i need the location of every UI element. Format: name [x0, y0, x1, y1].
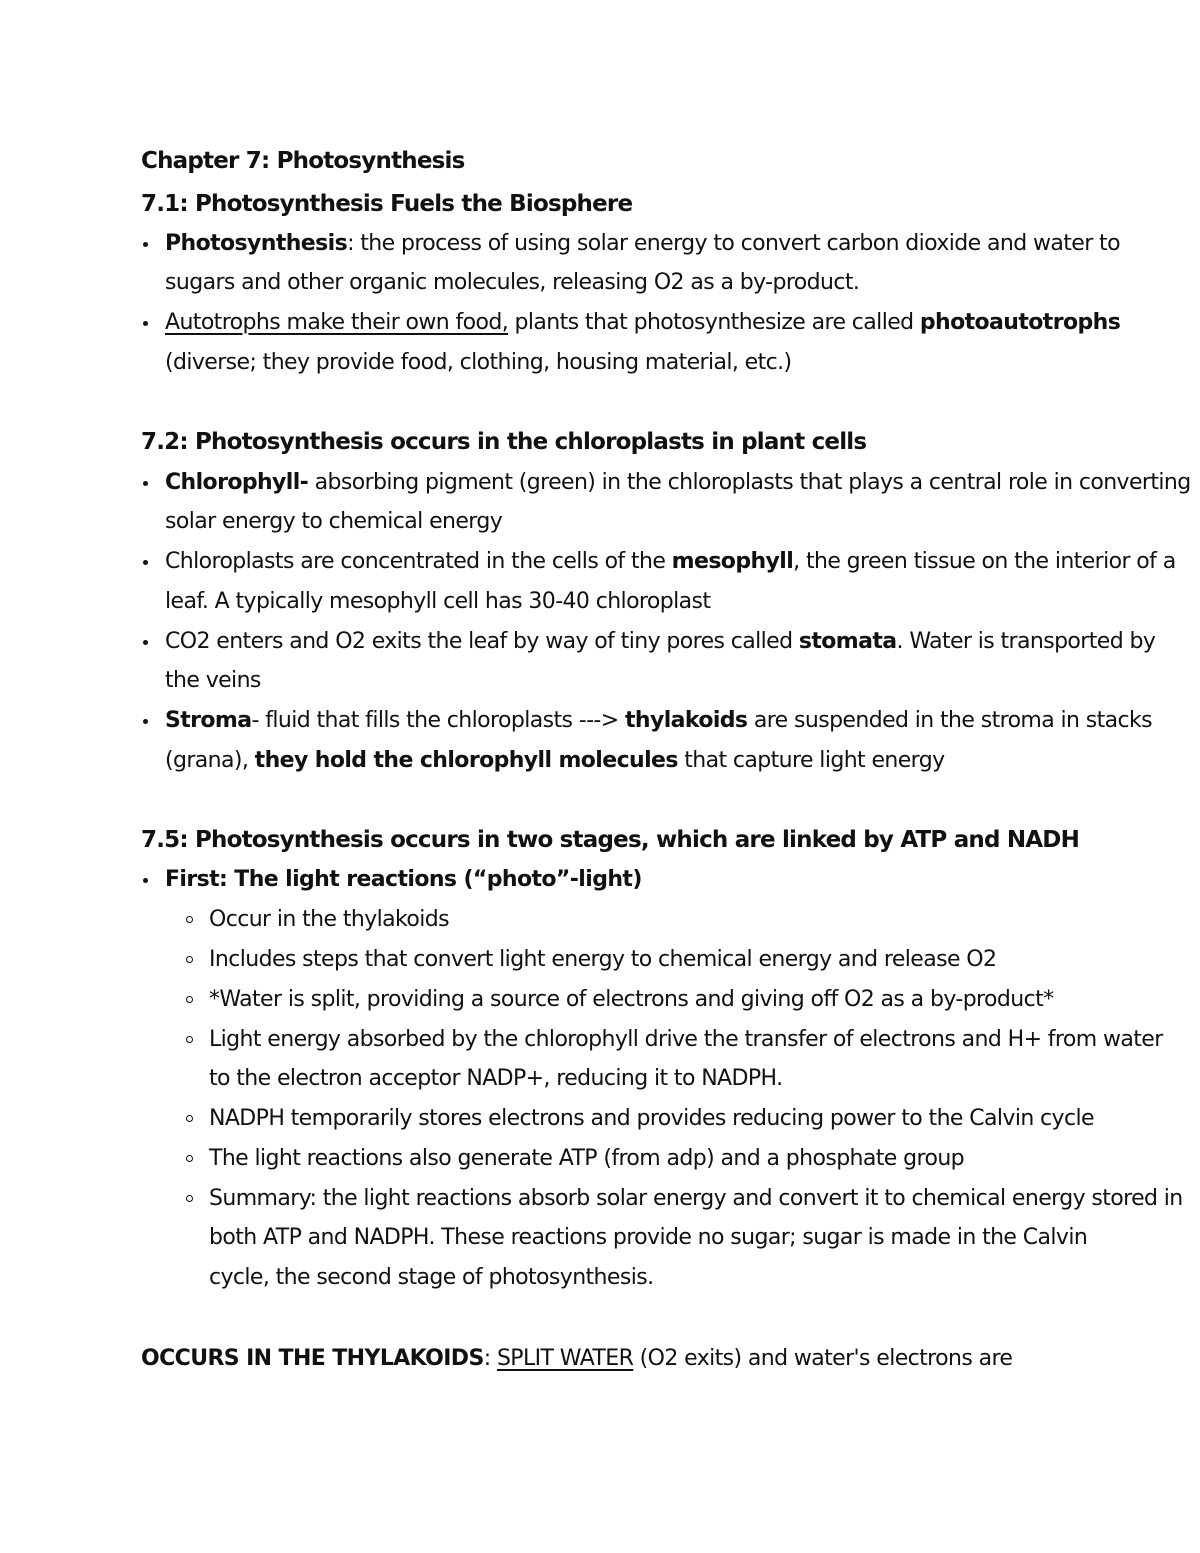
term-thylakoids: thylakoids — [624, 708, 748, 733]
sub-bullet: NADPH temporarily stores electrons and provides reducing power to the Calvin cycle — [0, 1104, 1200, 1134]
section-heading-7-2: 7.2: Photosynthesis occurs in the chloroplasts in plant cells — [141, 429, 867, 455]
term-mesophyll: mesophyll — [671, 549, 794, 574]
circle-bullet-icon — [186, 1195, 193, 1202]
term-photoautotrophs: photoautotrophs — [919, 310, 1121, 335]
sub-bullet-continuation: to the electron acceptor NADP+, reducing it to NADPH. — [209, 1066, 783, 1091]
bullet-icon — [143, 560, 148, 565]
circle-bullet-icon — [186, 1036, 193, 1043]
bullet-light-reactions: First: The light reactions (“photo”-light) — [0, 865, 1200, 895]
bullet-continuation: the veins — [165, 668, 261, 693]
thylakoids-summary-line: OCCURS IN THE THYLAKOIDS: SPLIT WATER (O2 exits) and water's electrons are — [141, 1346, 1013, 1371]
term-photosynthesis: Photosynthesis — [165, 231, 348, 256]
bullet-chloroplasts: Chloroplasts are concentrated in the cells of the mesophyll, the green tissue on the interior of a — [0, 547, 1200, 577]
bullet-icon — [143, 878, 148, 883]
bullet-icon — [143, 640, 148, 645]
bullet-autotrophs: Autotrophs make their own food, plants that photosynthesize are called photoautotrophs — [0, 308, 1200, 338]
circle-bullet-icon — [186, 916, 193, 923]
sub-bullet-continuation: both ATP and NADPH. These reactions provide no sugar; sugar is made in the Calvin — [209, 1225, 1088, 1250]
bullet-continuation: sugars and other organic molecules, releasing O2 as a by-product. — [165, 270, 860, 295]
bullet-continuation: solar energy to chemical energy — [165, 509, 503, 534]
term-stomata: stomata — [798, 629, 897, 654]
bullet-icon — [143, 719, 148, 724]
bullet-photosynthesis: Photosynthesis: the process of using solar energy to convert carbon dioxide and water to — [0, 229, 1200, 259]
bullet-stomata: CO2 enters and O2 exits the leaf by way of tiny pores called stomata. Water is transported by — [0, 627, 1200, 657]
circle-bullet-icon — [186, 956, 193, 963]
circle-bullet-icon — [186, 1115, 193, 1122]
chapter-title: Chapter 7: Photosynthesis — [141, 148, 465, 174]
bullet-icon — [143, 242, 148, 247]
sub-bullet: Light energy absorbed by the chlorophyll drive the transfer of electrons and H+ from water — [0, 1025, 1200, 1055]
section-heading-7-1: 7.1: Photosynthesis Fuels the Biosphere — [141, 191, 633, 217]
bullet-chlorophyll: Chlorophyll- absorbing pigment (green) in the chloroplasts that plays a central role in converting — [0, 468, 1200, 498]
bullet-icon — [143, 481, 148, 486]
term-chlorophyll: Chlorophyll- — [165, 470, 309, 495]
bullet-stroma: Stroma- fluid that fills the chloroplasts ---> thylakoids are suspended in the stroma in stacks — [0, 706, 1200, 736]
sub-bullet: The light reactions also generate ATP (from adp) and a phosphate group — [0, 1144, 1200, 1174]
sub-bullet: Summary: the light reactions absorb solar energy and convert it to chemical energy stored in — [0, 1184, 1200, 1214]
bullet-continuation: (grana), they hold the chlorophyll molecules that capture light energy — [165, 748, 945, 773]
circle-bullet-icon — [186, 996, 193, 1003]
term-stroma: Stroma — [165, 708, 252, 733]
circle-bullet-icon — [186, 1155, 193, 1162]
bullet-continuation: (diverse; they provide food, clothing, housing material, etc.) — [165, 350, 792, 375]
sub-bullet: Includes steps that convert light energy to chemical energy and release O2 — [0, 945, 1200, 975]
bullet-icon — [143, 321, 148, 326]
section-heading-7-5: 7.5: Photosynthesis occurs in two stages, which are linked by ATP and NADH — [141, 827, 1080, 853]
sub-bullet-continuation: cycle, the second stage of photosynthesis. — [209, 1265, 654, 1290]
sub-bullet: *Water is split, providing a source of electrons and giving off O2 as a by-product* — [0, 985, 1200, 1015]
sub-bullet: Occur in the thylakoids — [0, 905, 1200, 935]
bullet-continuation: leaf. A typically mesophyll cell has 30-40 chloroplast — [165, 589, 711, 614]
